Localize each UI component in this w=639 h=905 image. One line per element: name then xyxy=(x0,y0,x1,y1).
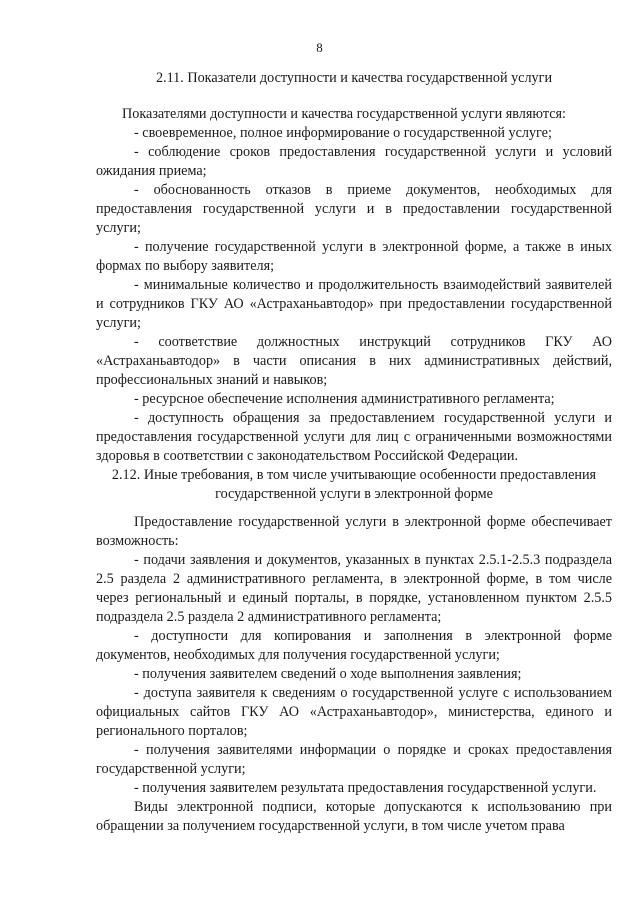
section-heading-2-12: 2.12. Иные требования, в том числе учитывающие особенности предоставления государственной услуги в электронной форме xyxy=(111,467,597,502)
list-item: - своевременное, полное информирование о государственной услуге; xyxy=(134,125,552,141)
paragraph: Виды электронной подписи, которые допускаются к использованию при обращении за получением государственной услуги, в том числе учетом права xyxy=(96,799,612,834)
list-item: - доступа заявителя к сведениям о государственной услуге с использованием официальных сайтов ГКУ АО «Астраханьавтодор», министерства, единого и регионального порталов; xyxy=(96,685,612,739)
section-heading-2-11: 2.11. Показатели доступности и качества государственной услуги xyxy=(155,70,553,86)
section-body-2-11 xyxy=(96,105,612,466)
list-item: - соблюдение сроков предоставления государственной услуги и условий ожидания приема; xyxy=(96,144,612,179)
paragraph: Предоставление государственной услуги в электронной форме обеспечивает возможность: xyxy=(96,514,612,549)
list-item: - ресурсное обеспечение исполнения административного регламента; xyxy=(134,391,555,407)
list-item: - обоснованность отказов в приеме документов, необходимых для предоставления государственной услуги и в предоставлении государственной услуги; xyxy=(96,182,612,236)
list-item: - получения заявителем сведений о ходе выполнения заявления; xyxy=(134,666,522,682)
page-number: 8 xyxy=(316,40,323,55)
list-item: - доступности для копирования и заполнения в электронной форме документов, необходимых для получения государственной услуги; xyxy=(96,628,612,663)
list-item: - получение государственной услуги в электронной форме, а также в иных формах по выбору заявителя; xyxy=(96,239,612,274)
list-item: - доступность обращения за предоставлением государственной услуги и предоставления государственной услуги для лиц с ограниченными возможностями здоровья в соответствии с законодательством Российской Федерации. xyxy=(96,410,612,464)
paragraph: Показателями доступности и качества государственной услуги являются: xyxy=(122,106,566,122)
list-item: - подачи заявления и документов, указанных в пунктах 2.5.1-2.5.3 подраздела 2.5 раздела 2 административного регламента, в электронной форме, в том числе через региональный и единый порталы, в порядке, установленном пунктом 2.5.5 подраздела 2.5 раздела 2 административного регламента; xyxy=(96,552,612,625)
list-item: - получения заявителями информации о порядке и сроках предоставления государственной услуги; xyxy=(96,742,612,777)
list-item: - получения заявителем результата предоставления государственной услуги. xyxy=(134,780,597,796)
list-item: - минимальные количество и продолжительность взаимодействий заявителей и сотрудников ГКУ АО «Астраханьавтодор» при предоставлении государственной услуги; xyxy=(96,277,612,331)
list-item: - соответствие должностных инструкций сотрудников ГКУ АО «Астраханьавтодор» в части описания в них административных действий, профессиональных знаний и навыков; xyxy=(96,334,612,388)
section-body-2-12 xyxy=(96,513,612,836)
